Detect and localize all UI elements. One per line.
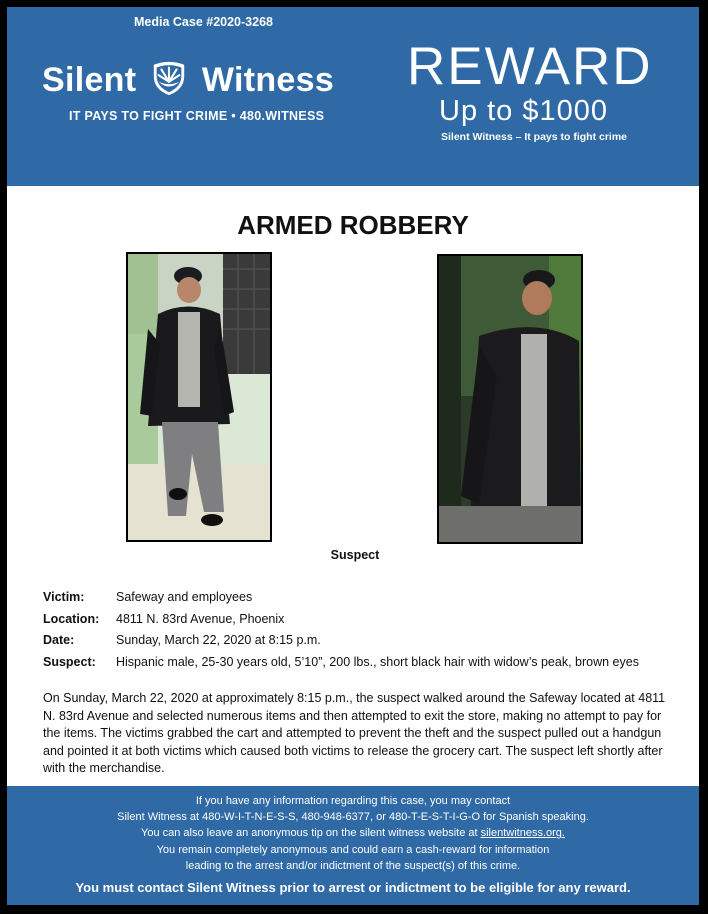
- reward-amount: Up to $1000: [439, 95, 609, 127]
- case-title: ARMED ROBBERY: [237, 210, 469, 240]
- detail-value: Sunday, March 22, 2020 at 8:15 p.m.: [116, 633, 321, 647]
- silent-witness-logo: [42, 59, 334, 100]
- flyer-page: [7, 7, 699, 905]
- footer-line-5: leading to the arrest and/or indictment of the suspect(s) of this crime.: [185, 859, 521, 872]
- media-case-number: Media Case #2020-3268: [134, 15, 273, 29]
- footer-line-2: Silent Witness at 480-W-I-T-N-E-S-S, 480-948-6377, or 480-T-E-S-T-I-G-O for Spanish speaking.: [117, 811, 589, 824]
- detail-label: Victim:: [43, 590, 85, 604]
- footer-line-1: If you have any information regarding this case, you may contact: [195, 795, 511, 807]
- detail-value: 4811 N. 83rd Avenue, Phoenix: [116, 611, 285, 626]
- logo-text-silent: Silent: [42, 61, 137, 99]
- footer-line-3-text: You can also leave an anonymous tip on the silent witness website at: [141, 827, 481, 840]
- footer-banner: [7, 786, 699, 905]
- detail-label: Suspect:: [43, 654, 96, 669]
- case-narrative: On Sunday, March 22, 2020 at approximately 8:15 p.m., the suspect walked around the Safeway located at 4811 N. 83rd Avenue and selected numerous items and then attempted to exit the store, making no attempt to pay for the items. The victims grabbed the cart and attempted to prevent the theft and the suspect pulled out a handgun and pointed it at both victims which caused both victims to release the grocery cart. The suspect left shortly after with the merchandise.: [43, 691, 666, 775]
- header-banner: [7, 7, 699, 186]
- detail-label: Date:: [43, 633, 75, 647]
- suspect-photo-1: [126, 252, 272, 542]
- tagline: IT PAYS TO FIGHT CRIME • 480.WITNESS: [69, 109, 325, 123]
- footer-line-3: [7, 825, 699, 841]
- detail-label: Location:: [43, 611, 100, 626]
- suspect-photo-2: [437, 254, 583, 544]
- detail-value: Safeway and employees: [116, 590, 253, 604]
- reward-subtitle: Silent Witness – It pays to fight crime: [441, 131, 628, 143]
- photo-caption: Suspect: [330, 548, 380, 562]
- reward-heading: REWARD: [407, 37, 653, 96]
- logo-text-witness: Witness: [201, 61, 335, 99]
- footer-line-4: You remain completely anonymous and could earn a cash-reward for information: [156, 843, 550, 856]
- footer-eligibility-notice: You must contact Silent Witness prior to arrest or indictment to be eligible for any reward.: [75, 880, 631, 896]
- eye-shield-icon: [150, 59, 188, 97]
- website-link[interactable]: silentwitness.org.: [480, 827, 565, 840]
- detail-value: Hispanic male, 25-30 years old, 5’10”, 200 lbs., short black hair with widow’s peak, brown eyes: [116, 654, 639, 669]
